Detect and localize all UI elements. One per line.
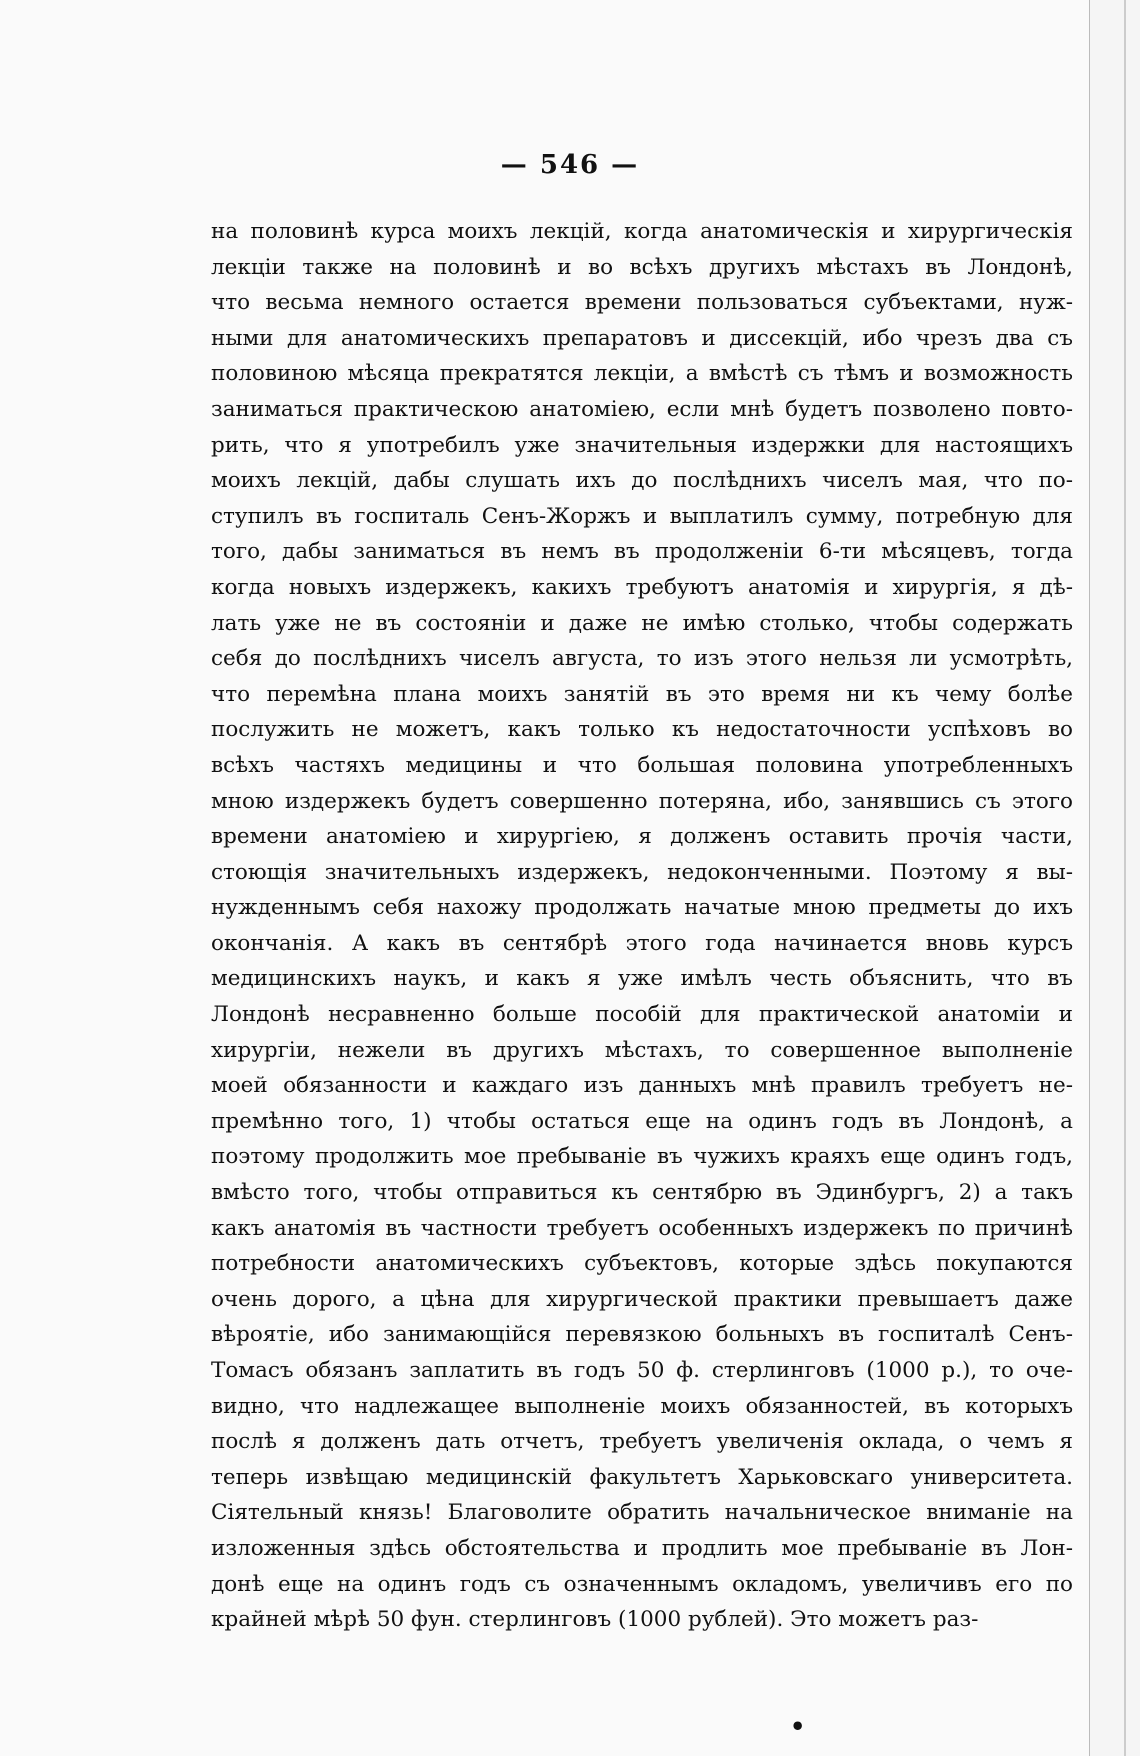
text-line: лать уже не въ состояніи и даже не имѣю столько, чтобы содержать xyxy=(211,610,1073,636)
text-line: донѣ еще на одинъ годъ съ означеннымъ окладомъ, увеличивъ его по xyxy=(211,1571,1073,1597)
text-line: того, дабы заниматься въ немъ въ продолженіи 6-ти мѣсяцевъ, тогда xyxy=(211,539,1073,565)
text-line: времени анатоміею и хирургіею, я долженъ оставить прочія части, xyxy=(211,824,1073,850)
text-line: ступилъ въ госпиталь Сенъ-Жоржъ и выплатилъ сумму, потребную для xyxy=(211,503,1073,529)
text-line: половиною мѣсяца прекратятся лекціи, а вмѣстѣ съ тѣмъ и возможность xyxy=(211,361,1073,387)
text-line: медицинскихъ наукъ, и какъ я уже имѣлъ честь объяснить, что въ xyxy=(211,966,1073,992)
text-line: премѣнно того, 1) чтобы остаться еще на одинъ годъ въ Лондонѣ, а xyxy=(211,1108,1073,1134)
page-edge xyxy=(1089,0,1140,1756)
page-number: — 546 — xyxy=(500,150,640,180)
text-line: крайней мѣрѣ 50 фун. стерлинговъ (1000 рублей). Это можетъ раз- xyxy=(211,1607,979,1633)
text-line: изложенныя здѣсь обстоятельства и продлить мое пребываніе въ Лон- xyxy=(211,1535,1073,1561)
text-line: заниматься практическою анатоміею, если мнѣ будетъ позволено повто- xyxy=(211,396,1073,422)
text-line: какъ анатомія въ частности требуетъ особенныхъ издержекъ по причинѣ xyxy=(211,1215,1073,1241)
text-line: рить, что я употребилъ уже значительныя издержки для настоящихъ xyxy=(211,432,1073,458)
body-text xyxy=(211,214,1073,1638)
text-line: видно, что надлежащее выполненіе моихъ обязанностей, въ которыхъ xyxy=(211,1393,1073,1419)
text-line: моихъ лекцій, дабы слушать ихъ до послѣднихъ чиселъ мая, что по- xyxy=(211,468,1073,494)
text-line: лекціи также на половинѣ и во всѣхъ другихъ мѣстахъ въ Лондонѣ, xyxy=(211,254,1073,280)
text-line: что перемѣна плана моихъ занятій въ это время ни къ чему болѣе xyxy=(211,681,1073,707)
text-line: на половинѣ курса моихъ лекцій, когда анатомическія и хирургическія xyxy=(211,219,1073,244)
text-line: когда новыхъ издержекъ, какихъ требуютъ анатомія и хирургія, я дѣ- xyxy=(211,574,1073,600)
text-line: Лондонѣ несравненно больше пособій для практической анатоміи и xyxy=(211,1002,1073,1028)
text-line: вѣроятіе, ибо занимающійся перевязкою больныхъ въ госпиталѣ Сенъ- xyxy=(211,1322,1073,1348)
text-line: что весьма немного остается времени пользоваться субъектами, нуж- xyxy=(211,290,1073,316)
text-line: поэтому продолжить мое пребываніе въ чужихъ краяхъ еще одинъ годъ, xyxy=(211,1144,1073,1170)
text-line: Томасъ обязанъ заплатить въ годъ 50 ф. стерлинговъ (1000 р.), то оче- xyxy=(211,1358,1073,1383)
text-line: окончанія. А какъ въ сентябрѣ этого года начинается вновь курсъ xyxy=(211,930,1073,956)
text-line: себя до послѣднихъ чиселъ августа, то изъ этого нельзя ли усмотрѣть, xyxy=(211,646,1073,672)
text-line: мною издержекъ будетъ совершенно потеряна, ибо, занявшись съ этого xyxy=(211,788,1073,814)
text-line: очень дорого, а цѣна для хирургической практики превышаетъ даже xyxy=(211,1286,1073,1312)
text-line: потребности анатомическихъ субъектовъ, которые здѣсь покупаются xyxy=(211,1251,1073,1277)
text-line: хирургіи, нежели въ другихъ мѣстахъ, то совершенное выполненіе xyxy=(211,1037,1073,1063)
text-line: всѣхъ частяхъ медицины и что большая половина употребленныхъ xyxy=(211,752,1073,778)
text-line: стоющія значительныхъ издержекъ, недоконченными. Поэтому я вы- xyxy=(211,859,1073,885)
text-line: вмѣсто того, чтобы отправиться къ сентябрю въ Эдинбургъ, 2) а такъ xyxy=(211,1180,1073,1206)
text-line: теперь извѣщаю медицинскій факультетъ Харьковскаго университета. xyxy=(211,1464,1073,1490)
text-line: послужить не можетъ, какъ только къ недостаточности успѣховъ во xyxy=(211,717,1073,743)
text-line: моей обязанности и каждаго изъ данныхъ мнѣ правилъ требуетъ не- xyxy=(211,1073,1073,1099)
text-line: Сіятельный князь! Благоволите обратить начальническое вниманіе на xyxy=(211,1500,1073,1526)
text-line: нужденнымъ себя нахожу продолжать начатые мною предметы до ихъ xyxy=(211,895,1073,921)
text-line: ными для анатомическихъ препаратовъ и диссекцій, ибо чрезъ два съ xyxy=(211,325,1073,351)
text-line: послѣ я долженъ дать отчетъ, требуетъ увеличенія оклада, о чемъ я xyxy=(211,1429,1073,1455)
bottom-mark: • xyxy=(790,1712,806,1741)
page-edge-line xyxy=(1124,0,1126,1756)
